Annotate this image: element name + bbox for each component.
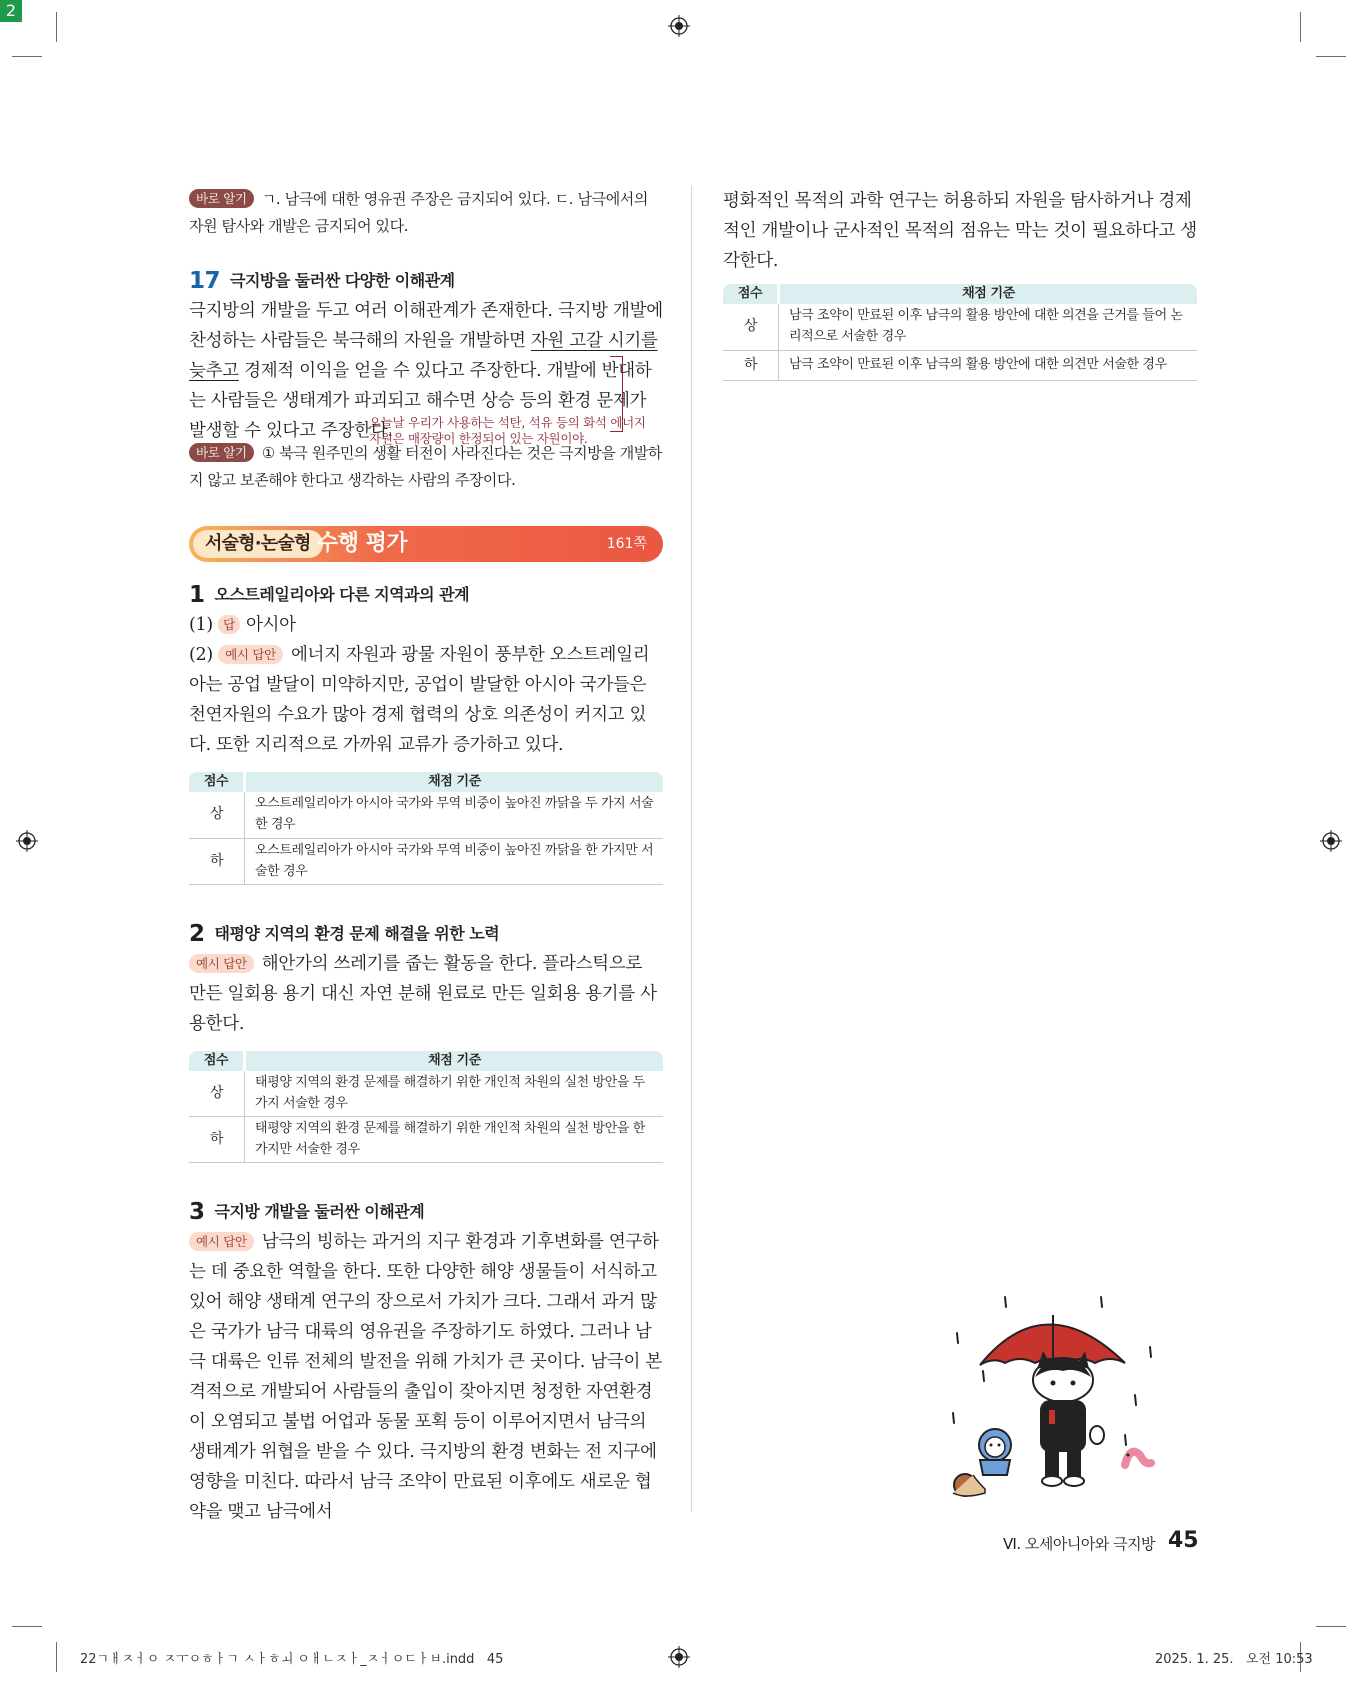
- question-title: 태평양 지역의 환경 문제 해결을 위한 노력: [214, 923, 500, 943]
- score-criterion: 태평양 지역의 환경 문제를 해결하기 위한 개인적 차원의 실천 방안을 한 가지만 서술한 경우: [245, 1117, 664, 1163]
- table-header: 점수: [723, 284, 779, 304]
- page-number: 45: [1168, 1528, 1199, 1553]
- score-criterion: 남극 조약이 만료된 이후 남극의 활용 방안에 대한 의견만 서술한 경우: [779, 350, 1198, 380]
- example-answer-badge: 예시 답안: [189, 1232, 254, 1251]
- banner-title: 수행 평가: [317, 531, 408, 556]
- score-level: 하: [189, 838, 245, 884]
- crop-mark: [56, 1642, 57, 1672]
- score-criterion: 태평양 지역의 환경 문제를 해결하기 위한 개인적 차원의 실천 방안을 두 가지 서술한 경우: [245, 1071, 664, 1117]
- answer-text: 남극의 빙하는 과거의 지구 환경과 기후변화를 연구하는 데 중요한 역할을 한다. 또한 다양한 해양 생물들이 서식하고 있어 해양 생태계 연구의 장으로서 가치가 크다. 그래서 과거 많은 국가가 남극 대륙의 영유권을 주장하기도 하였다. 그러나 남극 대륙은 인류 전체의 발전을 위해 가치가 큰 곳이다. 남극이 본격적으로 개발되어 사람들의 출입이 잦아지면 청정한 자연환경이 오염되고 불법 어업과 동물 포획 등이 이루어지면서 남극의 생태계가 위협을 받을 수 있다. 극지방의 환경 변화는 전 지구에 영향을 미친다. 따라서 남극 조약이 만료된 이후에도 새로운 협약을 맺고 남극에서: [189, 1232, 663, 1522]
- check-note-16: [189, 186, 663, 242]
- scoring-table-q1: [189, 772, 663, 885]
- banner-type-label: 서술형·논술형: [193, 530, 323, 558]
- table-header: 점수: [189, 1051, 245, 1071]
- question-number: 2: [189, 920, 205, 947]
- registration-mark-icon: [1320, 830, 1342, 852]
- question-17-heading: [189, 266, 663, 296]
- score-criterion: 오스트레일리아가 아시아 국가와 무역 비중이 높아진 까닭을 한 가지만 서술한 경우: [245, 838, 664, 884]
- crop-mark: [12, 56, 42, 57]
- question-1-heading: [189, 580, 663, 610]
- part-label: (2): [189, 645, 213, 665]
- question-1-part-1: [189, 610, 663, 640]
- check-text: ① 북극 원주민의 생활 터전이 사라진다는 것은 극지방을 개발하지 않고 보존해야 한다고 생각하는 사람의 주장이다.: [189, 444, 663, 489]
- table-row: [189, 1117, 663, 1163]
- scoring-table-q3: [723, 284, 1197, 381]
- score-level: 상: [189, 1071, 245, 1117]
- check-badge: 바로 알기: [189, 443, 254, 462]
- score-criterion: 남극 조약이 만료된 이후 남극의 활용 방안에 대한 의견을 근거를 들어 논리적으로 서술한 경우: [779, 304, 1198, 350]
- score-level: 상: [723, 304, 779, 350]
- question-3-heading: [189, 1197, 663, 1227]
- check-note-17: [189, 440, 663, 496]
- question-title: 오스트레일리아와 다른 지역과의 관계: [214, 585, 470, 604]
- example-answer-badge: 예시 답안: [218, 645, 283, 664]
- crop-mark: [56, 12, 57, 42]
- crop-mark: [1316, 1626, 1346, 1627]
- table-row: [723, 304, 1197, 350]
- table-header: 점수: [189, 772, 245, 792]
- table-row: [189, 838, 663, 884]
- performance-assessment-banner: [189, 526, 663, 562]
- banner-page-ref: 161쪽: [606, 536, 647, 552]
- scoring-table-q2: [189, 1051, 663, 1164]
- registration-mark-icon: [668, 15, 690, 37]
- body-text: 극지방의 개발을 두고 여러 이해관계가 존재한다. 극지방 개발에 찬성하는 사람들은 북극해의 자원을 개발하면: [189, 301, 663, 351]
- table-row: [189, 1071, 663, 1117]
- table-row: [189, 792, 663, 838]
- crop-mark: [1316, 56, 1346, 57]
- table-header: 채점 기준: [779, 284, 1198, 304]
- underlined-phrase: 자원 고갈 시기를 늦추고: [189, 331, 658, 381]
- question-3-continuation: 평화적인 목적의 과학 연구는 허용하되 자원을 탐사하거나 경제적인 개발이나 군사적인 목적의 점유는 막는 것이 필요하다고 생각한다.: [723, 191, 1197, 271]
- page-marker: 2: [0, 0, 22, 22]
- question-1-part-2: [189, 640, 663, 760]
- score-level: 하: [189, 1117, 245, 1163]
- chapter-label: Ⅵ. 오세아니아와 극지방: [1003, 1535, 1156, 1553]
- answer-text: 아시아: [245, 615, 296, 635]
- table-row: [723, 350, 1197, 380]
- example-answer-badge: 예시 답안: [189, 954, 254, 973]
- score-criterion: 오스트레일리아가 아시아 국가와 무역 비중이 높아진 까닭을 두 가지 서술한 경우: [245, 792, 664, 838]
- right-column: [723, 186, 1197, 381]
- score-level: 상: [189, 792, 245, 838]
- part-label: (1): [189, 615, 213, 635]
- answer-badge: 답: [218, 615, 240, 634]
- question-title: 극지방을 둘러싼 다양한 이해관계: [230, 271, 455, 290]
- registration-mark-icon: [16, 830, 38, 852]
- left-column: [189, 186, 663, 1527]
- margin-note: 오늘날 우리가 사용하는 석탄, 석유 등의 화석 에너지 자원은 매장량이 한정되어 있는 자원이야.: [369, 415, 646, 446]
- question-number: 3: [189, 1199, 205, 1225]
- answer-text: 해안가의 쓰레기를 줍는 활동을 한다. 플라스틱으로 만든 일회용 용기 대신 자연 분해 원료로 만든 일회용 용기를 사용한다.: [189, 953, 657, 1034]
- question-title: 극지방 개발을 둘러싼 이해관계: [214, 1202, 425, 1221]
- table-header: 채점 기준: [245, 772, 664, 792]
- column-divider: [691, 186, 692, 1512]
- question-number: 1: [189, 582, 205, 608]
- question-2-heading: [189, 919, 663, 949]
- answer-text: 에너지 자원과 광물 자원이 풍부한 오스트레일리아는 공업 발달이 미약하지만, 공업이 발달한 아시아 국가들은 천연자원의 수요가 많아 경제 협력의 상호 의존성이 커지고 있다. 또한 지리적으로 가까워 교류가 증가하고 있다.: [189, 645, 650, 755]
- crop-mark: [12, 1626, 42, 1627]
- body-text: 경제적 이익을 얻을 수 있다고 주장한다. 개발에 반대하는 사람들은 생태계가 파괴되고 해수면 상승 등의 환경 문제가 발생할 수 있다고 주장한다.: [189, 361, 652, 441]
- cat-umbrella-illustration: [925, 1285, 1185, 1500]
- print-timestamp: 2025. 1. 25. 오전 10:53: [1155, 1652, 1313, 1667]
- question-number: 17: [189, 268, 221, 294]
- check-badge: 바로 알기: [189, 189, 254, 208]
- crop-mark: [1300, 12, 1301, 42]
- question-2-answer: [189, 949, 663, 1039]
- table-header: 채점 기준: [245, 1051, 664, 1071]
- score-level: 하: [723, 350, 779, 380]
- print-file-name: 22ㄱㅐㅈㅓㅇ ㅈㅜㅇㅎㅏㄱ ㅅㅏㅎㅚ ㅇㅐㄴㅈㅏ_ㅈㅓㅇㄷㅏㅂ.indd 45: [80, 1652, 504, 1667]
- question-3-answer: [189, 1227, 663, 1527]
- check-text: ㄱ. 남극에 대한 영유권 주장은 금지되어 있다. ㄷ. 남극에서의 자원 탐사와 개발은 금지되어 있다.: [189, 190, 648, 235]
- registration-mark-icon: [668, 1646, 690, 1668]
